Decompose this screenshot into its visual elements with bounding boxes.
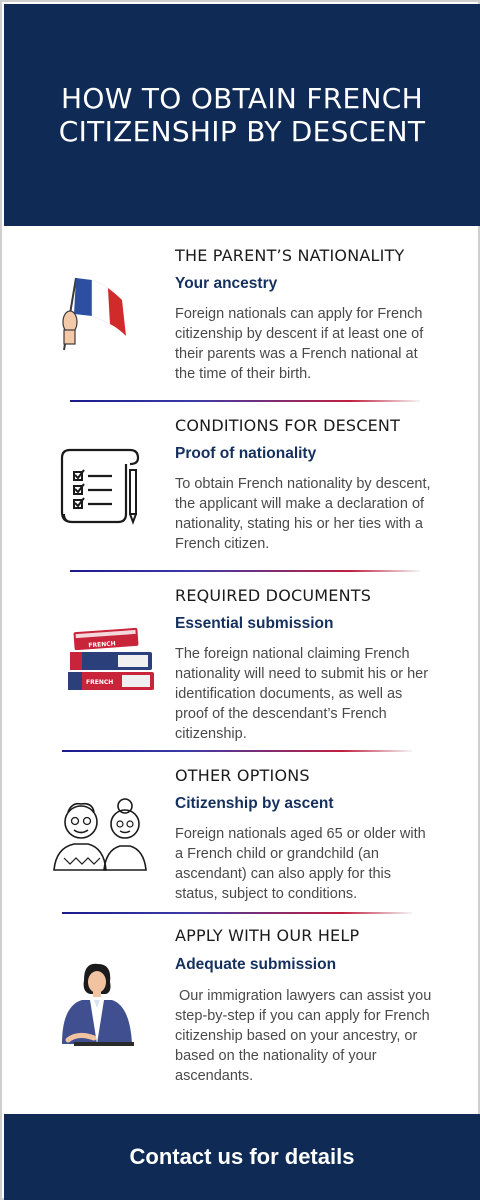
contact-banner[interactable] (4, 1114, 480, 1200)
section-title: CONDITIONS FOR DESCENT (175, 416, 401, 435)
section-title: THE PARENT’S NATIONALITY (175, 246, 405, 265)
section-title: OTHER OPTIONS (175, 766, 310, 785)
section-divider (62, 912, 412, 914)
header-banner (4, 4, 480, 226)
section-subtitle: Your ancestry (175, 275, 278, 292)
checklist-scroll-icon (52, 442, 142, 532)
section-body: To obtain French nationality by descent, the applicant will make a declaration of nationality, stating his or her ties with a French citizen. (175, 476, 431, 552)
stacked-books-icon (62, 622, 162, 698)
contact-label[interactable]: Contact us for details (129, 1144, 355, 1169)
section-divider (70, 400, 420, 402)
hand-holding-french-flag-icon (52, 270, 142, 360)
page-title: HOW TO OBTAIN FRENCH CITIZENSHIP BY DESCENT (58, 82, 426, 148)
section-title: APPLY WITH OUR HELP (175, 926, 360, 945)
section-body: Foreign nationals aged 65 or older with a French child or grandchild (an ascendant) can also apply for this status, subject to conditions. (175, 826, 426, 902)
section-divider (62, 750, 412, 752)
section-body: The foreign national claiming French nationality will need to submit his or her identification documents, as well as proof of the descendant’s French citizenship. (175, 646, 429, 742)
section-subtitle: Adequate submission (175, 956, 337, 973)
section-title: REQUIRED DOCUMENTS (175, 586, 372, 605)
section-subtitle: Essential submission (175, 615, 334, 632)
section-body: Our immigration lawyers can assist you step-by-step if you can apply for French citizenship based on your ancestry, or based on the nationality of your ascendants. (175, 988, 436, 1084)
section-body: Foreign nationals can apply for French citizenship by descent if at least one of their parents was a French national at the time of their birth. (175, 306, 424, 382)
elderly-couple-icon (50, 794, 150, 872)
book-label: FRENCH (86, 679, 114, 686)
lawyer-at-desk-icon (54, 960, 138, 1050)
section-subtitle: Proof of nationality (175, 445, 317, 462)
book-label: FRENCH (88, 640, 116, 650)
section-subtitle: Citizenship by ascent (175, 795, 334, 812)
section-divider (70, 570, 420, 572)
